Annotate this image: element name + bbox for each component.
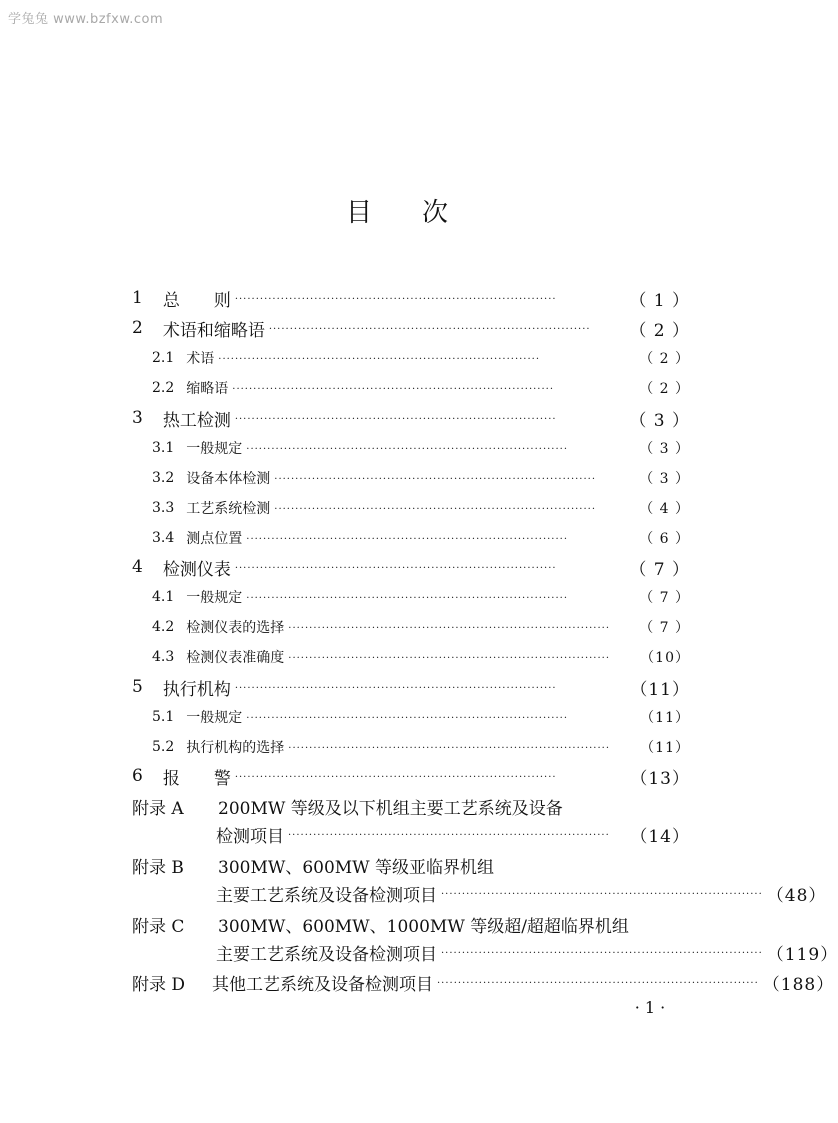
toc-page: （ 3 ） [639,471,690,487]
toc-entry-2-1[interactable] [152,347,690,369]
toc-number: 3.4 [152,530,175,546]
toc-leader: ············································································· [268,324,591,335]
toc-page: （ 2 ） [639,351,690,367]
appendix-a-heading[interactable] [132,795,690,817]
toc-page: （11） [630,679,690,700]
toc-page: （11） [640,740,690,756]
toc-number: 5 [132,677,143,697]
toc-leader: ············································································· [288,743,611,754]
appendix-title-line1: 其他工艺系统及设备检测项目 [212,974,433,995]
appendix-d-entry[interactable] [132,971,835,995]
toc-number: 3.1 [152,440,175,456]
toc-page: （13） [630,768,690,789]
toc-leader: ············································································· [246,444,569,455]
toc-leader: ············································································· [234,294,557,305]
appendix-c-entry[interactable] [216,941,838,965]
toc-page: （119） [766,944,838,965]
toc-entry-4[interactable] [132,556,690,578]
toc-title: 检测仪表 [162,559,231,580]
toc-leader: ············································································· [274,474,597,485]
toc-number: 4.3 [152,649,175,665]
toc-number: 5.1 [152,709,175,725]
toc-entry-3-3[interactable] [152,497,690,519]
toc-page: （ 3 ） [639,441,690,457]
appendix-label: 附录 D [132,974,186,995]
toc-number: 4.2 [152,619,175,635]
appendix-c-heading[interactable] [132,913,690,935]
toc-entry-4-3[interactable] [152,646,690,668]
toc-entry-2[interactable] [132,317,690,339]
toc-entry-6[interactable] [132,765,690,787]
toc-page: （ 7 ） [639,590,690,606]
appendix-label: 附录 A [132,798,184,819]
page-title: 目次 [345,198,498,228]
toc-page: （ 6 ） [639,531,690,547]
toc-number: 4 [132,557,143,577]
appendix-title-line1: 300MW、600MW、1000MW 等级超/超超临界机组 [218,916,629,937]
toc-number: 4.1 [152,589,175,605]
toc-title: 工艺系统检测 [186,501,271,517]
toc-title: 报 警 [162,768,231,789]
toc-leader: ············································································· [246,713,569,724]
toc-entry-3-2[interactable] [152,467,690,489]
toc-title: 检测仪表的选择 [186,620,285,636]
toc-leader: ············································································· [234,772,557,783]
toc-page: （14） [630,826,690,847]
toc-entry-5-2[interactable] [152,736,690,758]
appendix-a-entry[interactable] [216,823,690,845]
appendix-b-entry[interactable] [216,882,827,906]
appendix-b-heading[interactable] [132,854,690,876]
appendix-label: 附录 B [132,857,184,878]
toc-leader: ············································································· [288,653,611,664]
appendix-label: 附录 C [132,916,185,937]
toc-page: （ 3 ） [629,410,690,431]
toc-leader: ············································································· [274,504,597,515]
toc-number: 5.2 [152,739,175,755]
toc-leader: ············································································· [234,563,557,574]
toc-leader: ············································································· [234,683,557,694]
toc-entry-1[interactable] [132,287,690,309]
appendix-title-line1: 200MW 等级及以下机组主要工艺系统及设备 [218,798,563,819]
toc-leader: ············································································· [218,354,541,365]
toc-entry-5[interactable] [132,676,690,698]
toc-page: （10） [640,650,690,666]
toc-entry-5-1[interactable] [152,706,690,728]
appendix-title-line2: 检测项目 [216,826,284,847]
toc-title: 执行机构的选择 [186,740,285,756]
toc-page: （ 1 ） [629,290,690,311]
toc-title: 设备本体检测 [186,471,271,487]
toc-title: 检测仪表准确度 [186,650,285,666]
toc-page: （ 2 ） [639,381,690,397]
toc-page: （ 7 ） [629,559,690,580]
toc-number: 1 [132,288,143,308]
toc-number: 2 [132,318,143,338]
toc-page: （11） [640,710,690,726]
toc-entry-3-1[interactable] [152,437,690,459]
appendix-title-line2: 主要工艺系统及设备检测项目 [216,944,437,965]
toc-title: 一般规定 [186,590,243,606]
toc-leader: ············································································· [441,889,763,900]
toc-page: （48） [766,885,827,906]
toc-leader: ············································································· [246,534,569,545]
toc-number: 3 [132,408,143,428]
toc-number: 2.1 [152,350,175,366]
toc-title: 测点位置 [186,531,243,547]
toc-page: （ 2 ） [629,320,690,341]
toc-number: 2.2 [152,380,175,396]
toc-page: （ 4 ） [639,501,690,517]
toc-leader: ············································································· [437,978,759,989]
toc-number: 3.3 [152,500,175,516]
toc-page: （188） [762,974,835,995]
toc-title: 术语和缩略语 [162,320,265,341]
toc-title: 一般规定 [186,710,243,726]
toc-page: （ 7 ） [639,620,690,636]
toc-leader: ············································································· [288,623,611,634]
toc-leader: ············································································· [288,830,610,841]
appendix-title-line1: 300MW、600MW 等级亚临界机组 [218,857,495,878]
appendix-title-line2: 主要工艺系统及设备检测项目 [216,885,437,906]
toc-title: 一般规定 [186,441,243,457]
watermark-text: 学兔兔 www.bzfxw.com [8,12,164,27]
toc-title: 术语 [186,351,215,367]
toc-title: 热工检测 [162,410,231,431]
toc-leader: ············································································· [441,948,763,959]
toc-entry-4-2[interactable] [152,616,690,638]
toc-title: 总 则 [162,290,231,311]
toc-leader: ············································································· [232,384,555,395]
toc-leader: ············································································· [246,593,569,604]
toc-entry-3[interactable] [132,407,690,429]
toc-entry-3-4[interactable] [152,527,690,549]
toc-number: 6 [132,766,143,786]
page-number: · 1 · [634,998,666,1017]
toc-leader: ············································································· [234,414,557,425]
toc-number: 3.2 [152,470,175,486]
toc-title: 执行机构 [162,679,231,700]
toc-entry-2-2[interactable] [152,377,690,399]
toc-entry-4-1[interactable] [152,586,690,608]
toc-title: 缩略语 [186,381,229,397]
